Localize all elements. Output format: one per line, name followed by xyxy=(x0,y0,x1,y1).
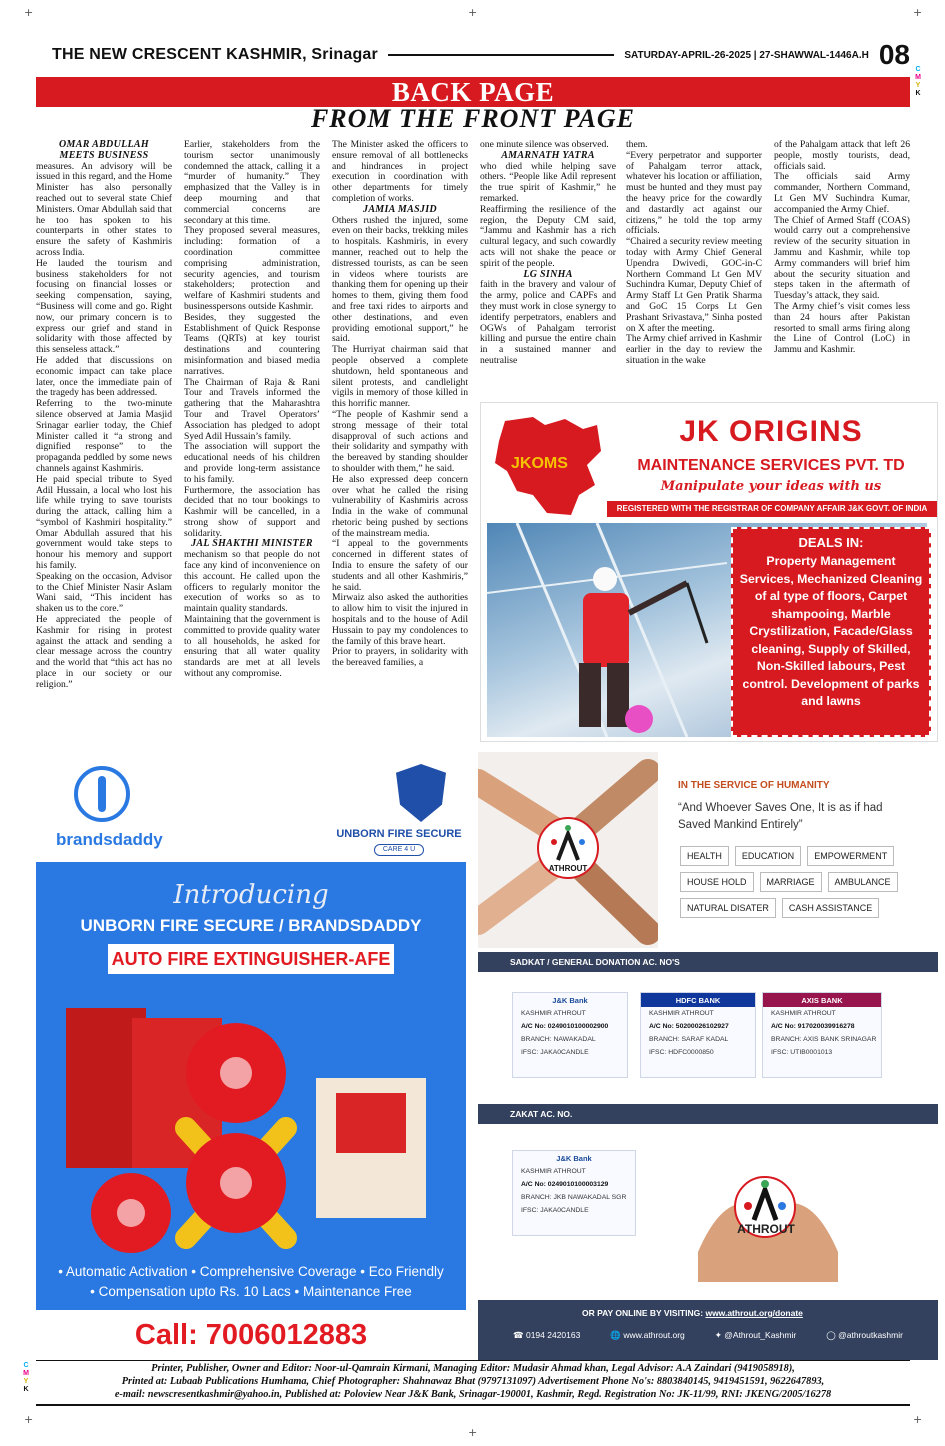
ad-jk-origins[interactable] xyxy=(480,402,938,742)
jkoms-label: JKOMS xyxy=(511,455,568,472)
sadkat-heading: SADKAT / GENERAL DONATION AC. NO'S xyxy=(478,952,938,972)
contact-row xyxy=(478,1330,938,1341)
jk-origins-tagline: Manipulate your ideas with us xyxy=(660,479,882,494)
care-4-u-tag: CARE 4 U xyxy=(374,844,424,856)
article-paragraph: who died while helping save others. “People like Adil represent the true spirit of Kashmir,” he remarked. xyxy=(480,160,616,204)
service-chips xyxy=(680,846,930,918)
donate-link[interactable]: www.athrout.org/donate xyxy=(705,1308,803,1318)
article-paragraph: Mirwaiz also asked the authorities to allow him to visit the injured in hospitals and to the house of Adil Hussain to pay my condolences to the family of this brave heart. xyxy=(332,592,468,647)
hands-illustration xyxy=(478,752,658,948)
masthead xyxy=(36,36,910,74)
imprint-rule-top xyxy=(36,1360,910,1361)
article-paragraph: Others rushed the injured, some even on their backs, trekking miles to hospitals. Kashmiris, in every manner, reached out to help the distressed tourists, as can be seen in videos where tourists are thanking them for opening up their homes to them, giving them food and free taxi rides to airports and other destinations, and even providing emotional support,” he said. xyxy=(332,214,468,345)
deals-heading: DEALS IN: xyxy=(798,535,864,550)
zakat-heading: ZAKAT AC. NO. xyxy=(478,1104,938,1124)
registration-mark: + xyxy=(468,1426,478,1439)
registration-mark: + xyxy=(913,6,923,19)
brandsdaddy-name: brandsdaddy xyxy=(56,830,163,849)
website-contact[interactable]: 🌐 www.athrout.org xyxy=(610,1330,685,1340)
article-kicker: JAL SHAKTHI MINISTER xyxy=(191,538,313,550)
article-paragraph: Earlier, stakeholders from the tourism sector unanimously condemned the attack, calling it a “murder of humanity.” They emphasized that the Valley is in deep mourning and that commercial concerns are secondary at this time. xyxy=(184,140,320,226)
article-paragraph: They proposed several measures, including: formation of a coordination committee comprising administration, security agencies, and tourism stakeholders; protection and welfare of Kashmiri students and businesspersons outside Kashmir. xyxy=(184,225,320,312)
bank-card-jk: J&K Bank KASHMIR ATHROUT A/C No: 0249010100002900 BRANCH: NAWAKADAL IFSC: JAKA0CANDLE xyxy=(512,992,628,1078)
section-banner: BACK PAGE xyxy=(36,77,910,107)
article-paragraph: The Army chief’s visit comes less than 24 hours after Pakistan resorted to small arms firing along the Line of Control (LoC) in Jammu and Kashmir. xyxy=(774,300,910,356)
deals-list: Property Management Services, Mechanized Cleaning of al type of floors, Carpet shampooing, Marble Crystilization, Facade/Glass cleaning, Supply of Skilled, Non-Skilled labours, Pest control. Development of parks and lawns xyxy=(739,554,923,708)
article-paragraph: “The people of Kashmir send a strong message of their total disapproval of such actions and their solidarity and sympathy with the bereaved by standing shoulder to shoulder with them,” he said. xyxy=(332,408,468,474)
deals-box xyxy=(731,527,931,737)
article-paragraph: He paid special tribute to Syed Adil Hussain, a local who lost his life while trying to save tourists during the attack, calling him a “symbol of Kashmiri hospitality.” Omar Abdullah assured that his government would take steps to honour his memory and support his family. xyxy=(36,473,172,572)
article-paragraph: The Hurriyat chairman said that people observed a complete shutdown, held spontaneous and silent protests, and candlelight vigils in memory of those killed in this horrific manner. xyxy=(332,344,468,410)
article-kicker: AMARNATH YATRA xyxy=(501,149,595,161)
quote: “And Whoever Saves One, It is as if had Saved Mankind Entirely” xyxy=(678,802,883,831)
imprint-line-1: Printer, Publisher, Owner and Editor: Noor-ul-Qamrain Kirmani, Managing Editor: Mudasir Ahmad khan, Legal Advisor: A.A Zaindari (9419058918), xyxy=(151,1363,795,1374)
article-paragraph: He lauded the tourism and business stakeholders for not focusing on financial losses or seeking compensation, saying, “Business will come and go. Right now, our primary concern is to express our grief and stand in solidarity with those affected by this senseless attack.” xyxy=(36,257,172,356)
article-column-4 xyxy=(480,140,616,398)
bank-card-hdfc: HDFC BANK KASHMIR ATHROUT A/C No: 50200026102927 BRANCH: SARAF KADAL IFSC: HDFC0000850 xyxy=(640,992,756,1078)
service-heading: IN THE SERVICE OF HUMANITY xyxy=(678,780,830,791)
article-paragraph: Reaffirming the resilience of the region, the Deputy CM said, “Jammu and Kashmir has a rich cultural legacy, and such cowardly acts will not shake the peace or spirit of the people. xyxy=(480,203,616,269)
imprint-rule-bottom xyxy=(36,1404,910,1406)
section-subtitle: FROM THE FRONT PAGE xyxy=(310,104,636,133)
shield-icon xyxy=(396,764,446,822)
imprint-line-2: Printed at: Lubaab Publications Humhama, Chief Photographer: Shahnawaz Bhat (9797131097) Advertisement Phone No's: 8803840145, 9419451591, 9622647893, xyxy=(121,1376,825,1387)
article-paragraph: mechanism so that people do not face any kind of inconvenience on this account. He called upon the officers to regularly monitor the execution of works so as to maintain quality standards. xyxy=(184,549,320,615)
article-column-6 xyxy=(774,140,910,398)
service-chip: HOUSE HOLD xyxy=(680,872,754,892)
jk-origins-registration: REGISTERED WITH THE REGISTRAR OF COMPANY AFFAIR J&K GOVT. OF INDIA xyxy=(607,501,937,517)
introducing-text: Introducing xyxy=(173,880,329,910)
phone-contact[interactable]: ☎ 0194 2420163 xyxy=(513,1330,581,1340)
contact-bar xyxy=(478,1300,938,1360)
newspaper-name: THE NEW CRESCENT KASHMIR, Srinagar xyxy=(52,46,378,63)
imprint xyxy=(36,1362,910,1401)
ad-athrout[interactable] xyxy=(478,752,938,1360)
article-kicker: LG SINHA xyxy=(523,268,573,280)
service-chip: EDUCATION xyxy=(735,846,801,866)
article-paragraph: them. xyxy=(626,140,648,150)
brands-line: UNBORN FIRE SECURE / BRANDSDADDY xyxy=(80,916,422,935)
unborn-fire-secure-name: UNBORN FIRE SECURE xyxy=(336,828,462,840)
article-paragraph: one minute silence was observed. xyxy=(480,140,609,150)
article-column-3 xyxy=(332,140,468,752)
article-paragraph: The Army chief arrived in Kashmir earlier in the day to review the situation in the wake xyxy=(626,333,762,366)
article-paragraph: The Chairman of Raja & Rani Tour and Travels informed the gathering that the Maharashtra Tour and Travel Operators’ Association has pledged to adopt Syed Adil Hussain’s family. xyxy=(184,376,320,442)
service-chip: HEALTH xyxy=(680,846,729,866)
cmyk-strip: C M Y K xyxy=(23,1362,29,1393)
article-paragraph: Prior to prayers, in solidarity with the bereaved families, a xyxy=(332,646,468,669)
jk-origins-subtitle: MAINTENANCE SERVICES PVT. TD xyxy=(637,457,905,474)
service-chip: AMBULANCE xyxy=(828,872,898,892)
ad-fire-extinguisher[interactable] xyxy=(36,752,466,1360)
service-chip: NATURAL DISATER xyxy=(680,898,776,918)
globe-icon: 🌐 xyxy=(610,1330,621,1340)
article-paragraph: The association will support the educational needs of his children and provide long-term assistance to his family. xyxy=(184,441,320,485)
masthead-rule xyxy=(388,54,614,56)
service-chip: MARRIAGE xyxy=(760,872,822,892)
article-paragraph: He also expressed deep concern over what he called the rising vulnerability of Kashmiris across India in the wake of communal rhetoric being pushed by sections of the mainstream media. xyxy=(332,473,468,539)
instagram-icon: ◯ xyxy=(826,1330,836,1340)
article-paragraph: The Minister asked the officers to ensure removal of all bottlenecks and hindrances in project execution in coordination with other departments for timely completion of works. xyxy=(332,140,468,204)
service-chip: EMPOWERMENT xyxy=(807,846,894,866)
imprint-line-3: e-mail: newscresentkashmir@yahoo.in, Published at: Poloview Near J&K Bank, Srinagar-190001, Kashmir, Regd. Registration No: JK-11/99, RNI: JKENG/2005/16278 xyxy=(114,1389,832,1400)
article-paragraph: He appreciated the people of Kashmir for rising in protest against the attack and sending a clear message across the country and the world that “this act has no place in our society or our religion.” xyxy=(36,614,172,690)
features-line-1: • Automatic Activation • Comprehensive Coverage • Eco Friendly xyxy=(58,1264,444,1279)
bank-card-axis: AXIS BANK KASHMIR ATHROUT A/C No: 917020039916278 BRANCH: AXIS BANK SRINAGAR IFSC: UTIB0001013 xyxy=(762,992,882,1078)
registration-mark: + xyxy=(24,1413,34,1426)
article-paragraph: measures. An advisory will be issued in this regard, and the Home Minister has also personally reached out to several state Chief Ministers. Omar Abdullah said that he too has spoken to his counterparts in other states to ensure the safety of Kashmiris across India. xyxy=(36,160,172,258)
article-paragraph: Speaking on the occasion, Advisor to the Chief Minister Nasir Aslam Wani said, “This incident has shaken us to the core.” xyxy=(36,570,172,615)
article-paragraph: Referring to the two-minute silence observed at Jamia Masjid Srinagar earlier today, the Chief Minister called it “a strong and dignified response” to the propaganda peddled by some news channels against Kashmiris. xyxy=(36,398,172,474)
registration-mark: + xyxy=(913,1413,923,1426)
article-paragraph: of the Pahalgam attack that left 26 people, mostly tourists, dead, officials said. xyxy=(774,140,910,172)
phone-icon: ☎ xyxy=(513,1330,524,1340)
article-paragraph: He added that discussions on economic impact can take place later, once the immediate pain of the tragedy has been addressed. xyxy=(36,354,172,399)
article-column-1 xyxy=(36,140,172,752)
twitter-contact[interactable]: ✦ @Athrout_Kashmir xyxy=(714,1330,797,1340)
article-paragraph: faith in the bravery and valour of the army, police and CAPFs and they must work in close synergy to identify perpetrators, enablers and OGWs of Pahalgam terrorist killing and pursue the entire chain in a sustained manner and neutralise xyxy=(480,279,616,366)
call-number[interactable]: Call: 7006012883 xyxy=(36,1310,466,1360)
instagram-contact[interactable]: ◯ @athroutkashmir xyxy=(826,1330,903,1340)
article-paragraph: “Every perpetrator and supporter of Pahalgam terror attack, whatever his location or affiliation, must be hunted and they must pay the heavy price for the cowardly and dastardly act against our citizens,” he told the top army officials. xyxy=(626,149,762,237)
product-image xyxy=(36,988,466,1258)
article-paragraph: The Chief of Armed Staff (COAS) would carry out a comprehensive review of the security situation in Jammu and Kashmir, while top Army commanders will brief him about the security situation and steps taken in the aftermath of Tuesday’s attack, they said. xyxy=(774,214,910,302)
joined-hands-image xyxy=(478,752,658,948)
jk-origins-title: JK ORIGINS xyxy=(679,415,863,448)
athrout-small-logo-text: ATHROUT xyxy=(548,864,588,873)
cmyk-strip: C M Y K xyxy=(915,66,921,97)
article-paragraph: “I appeal to the governments concerned in different states of India to ensure the safety of our students and all other Kashmiris,” he said. xyxy=(332,538,468,593)
article-column-5 xyxy=(626,140,762,398)
bank-card-zakat: J&K Bank KASHMIR ATHROUT A/C No: 0249010100003129 BRANCH: JKB NAWAKADAL SGR IFSC: JAKA0CANDLE xyxy=(512,1150,636,1236)
fire-ad-header xyxy=(36,752,466,862)
article-kicker: OMAR ABDULLAH xyxy=(59,140,149,150)
page-number: 08 xyxy=(878,39,910,70)
article-column-2 xyxy=(184,140,320,752)
article-paragraph: “Chaired a security review meeting today with Army Chief General Upendra Dwivedi, GOC-in-C Northern Command Lt Gen MV Suchindra Kumar, Deputy Chief of Army Staff Lt Gen Pratik Sharma and GoC 15 Corps Lt Gen Prashant Srivastava,” Sinha posted on X after the meeting. xyxy=(626,236,762,334)
athrout-logo-text: ATHROUT xyxy=(737,1222,795,1236)
registration-mark: + xyxy=(468,6,478,19)
article-kicker: MEETS BUSINESS xyxy=(59,149,149,161)
features-line-2: • Compensation upto Rs. 10 Lacs • Maintenance Free xyxy=(90,1284,412,1299)
service-chip: CASH ASSISTANCE xyxy=(782,898,879,918)
article-paragraph: The officials said Army commander, Northern Command, Lt Gen MV Suchindra Kumar, accompanied the Army Chief. xyxy=(774,171,910,215)
pay-online: OR PAY ONLINE BY VISITING: www.athrout.org/donate xyxy=(582,1308,803,1318)
article-paragraph: Furthermore, the association has decided that no tour bookings to Kashmir will be cancelled, in a strong show of support and solidarity. xyxy=(184,484,320,539)
registration-mark: + xyxy=(24,6,34,19)
twitter-icon: ✦ xyxy=(714,1330,722,1340)
article-kicker: JAMIA MASJID xyxy=(363,203,437,215)
issue-date: SATURDAY-APRIL-26-2025 | 27-SHAWWAL-1446A.H xyxy=(624,49,869,61)
brandsdaddy-logo-icon xyxy=(74,766,130,822)
article-paragraph: Maintaining that the government is committed to provide quality water to all households, he asked for ensuring that all water quality standards are met at all levels without any compromise. xyxy=(184,614,320,680)
product-name: AUTO FIRE EXTINGUISHER-AFE xyxy=(108,944,394,974)
article-paragraph: Besides, they suggested the Establishment of Quick Response Teams (QRTs) at key tourist destinations and countering misinformation and biased media narratives. xyxy=(184,311,320,377)
